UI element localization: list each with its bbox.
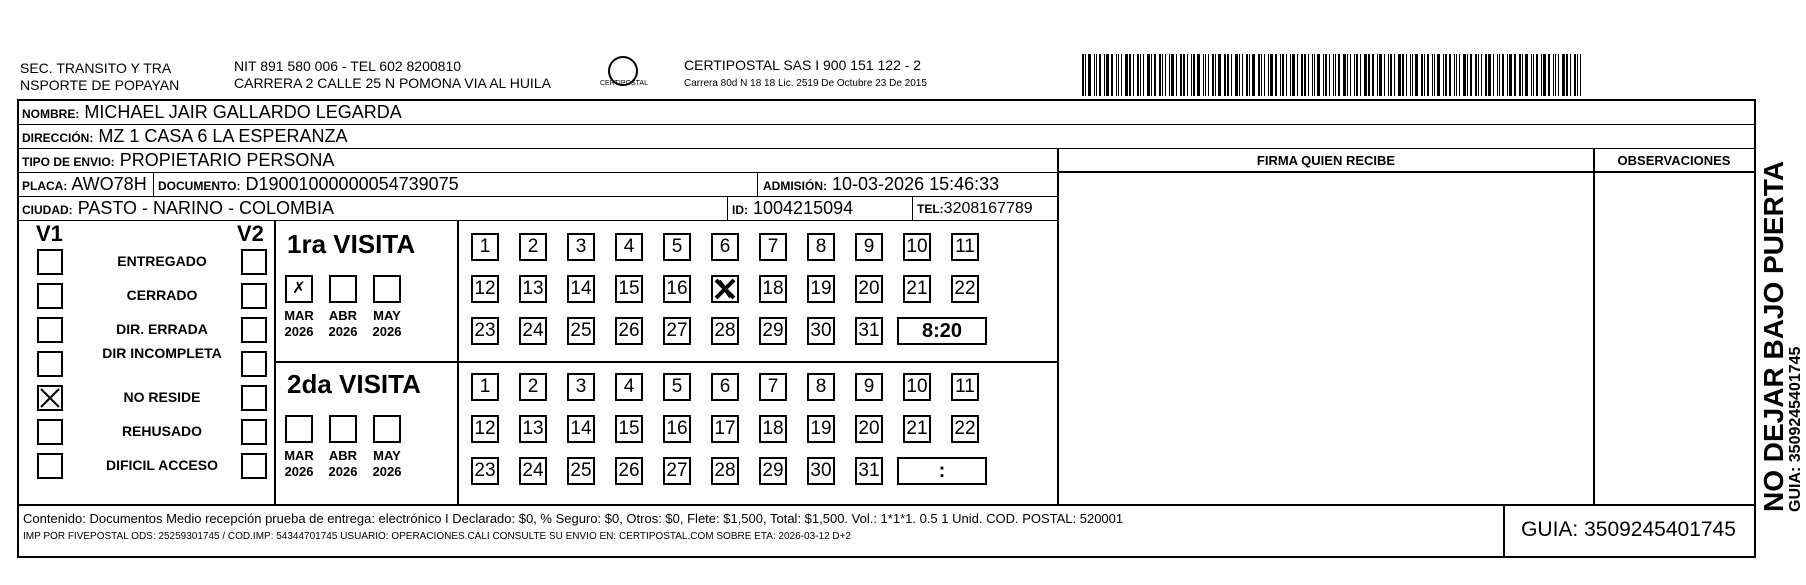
day-box[interactable]: 15 bbox=[615, 415, 643, 443]
direccion-label: DIRECCIÓN: bbox=[22, 131, 94, 145]
v2-checkbox[interactable] bbox=[241, 317, 267, 343]
barcode-bar bbox=[1088, 54, 1091, 96]
v1-checkbox[interactable] bbox=[37, 385, 63, 411]
footer-divider bbox=[19, 504, 1754, 506]
barcode-bar bbox=[1377, 54, 1378, 96]
barcode-bar bbox=[1282, 54, 1284, 96]
status-block bbox=[19, 221, 1057, 504]
v2-checkbox[interactable] bbox=[241, 351, 267, 377]
barcode-bar bbox=[1118, 54, 1119, 96]
barcode-bar bbox=[1424, 54, 1425, 96]
day-box[interactable]: 1 bbox=[471, 373, 499, 401]
barcode-bar bbox=[1499, 54, 1500, 96]
day-box[interactable]: 17 bbox=[711, 415, 739, 443]
logo-text: CERTIPOSTAL bbox=[600, 80, 648, 87]
barcode-bar bbox=[1133, 54, 1134, 96]
barcode-bar bbox=[1147, 54, 1150, 96]
visit-mid-divider bbox=[274, 361, 1057, 363]
day-box[interactable]: 21 bbox=[903, 415, 931, 443]
ciudad-value: PASTO - NARINO - COLOMBIA bbox=[77, 198, 335, 218]
barcode-bar bbox=[1522, 54, 1523, 96]
day-box[interactable]: 22 bbox=[951, 415, 979, 443]
day-box-marked[interactable] bbox=[711, 275, 739, 303]
barcode-bar bbox=[1577, 54, 1578, 96]
visit-month-checkbox[interactable] bbox=[373, 275, 401, 303]
barcode-bar bbox=[1333, 54, 1334, 96]
documento-label: DOCUMENTO: bbox=[158, 179, 241, 193]
barcode-bar bbox=[1562, 54, 1565, 96]
status-reason-label: DIR INCOMPLETA bbox=[102, 345, 222, 361]
status-reason-label: REHUSADO bbox=[121, 423, 203, 439]
tel-cell bbox=[917, 197, 1033, 221]
barcode-bar bbox=[1459, 54, 1460, 96]
day-box[interactable]: 1 bbox=[471, 233, 499, 261]
v1-checkbox[interactable] bbox=[37, 317, 63, 343]
visit-month-checkbox[interactable] bbox=[373, 415, 401, 443]
right-header-line bbox=[1057, 171, 1754, 173]
day-box[interactable]: 16 bbox=[663, 275, 691, 303]
placa-value: AWO78H bbox=[71, 174, 147, 194]
barcode-bar bbox=[1169, 54, 1170, 96]
barcode-bar bbox=[1308, 54, 1309, 96]
barcode-bar bbox=[1402, 54, 1404, 96]
barcode-bar bbox=[1415, 54, 1418, 96]
barcode-bar bbox=[1280, 54, 1281, 96]
visit-month-label: MAY 2026 bbox=[372, 448, 402, 479]
day-box[interactable]: 27 bbox=[663, 457, 691, 485]
barcode-bar bbox=[1252, 54, 1255, 96]
barcode-bar bbox=[1502, 54, 1504, 96]
barcode-bar bbox=[1176, 54, 1177, 96]
day-box[interactable]: 5 bbox=[663, 373, 691, 401]
barcode-bar bbox=[1519, 54, 1521, 96]
tipo-value: PROPIETARIO PERSONA bbox=[119, 150, 335, 170]
visit-time-box[interactable]: 8:20 bbox=[897, 317, 987, 345]
v2-checkbox[interactable] bbox=[241, 419, 267, 445]
issuer-nit-address: NIT 891 580 006 - TEL 602 8200810 CARRERA 2 CALLE 25 N POMONA VIA AL HUILA bbox=[234, 58, 551, 91]
day-box[interactable]: 4 bbox=[615, 373, 643, 401]
barcode-bar bbox=[1106, 54, 1109, 96]
barcode-bar bbox=[1203, 54, 1204, 96]
barcode-bar bbox=[1350, 54, 1351, 96]
barcode-bar bbox=[1525, 54, 1528, 96]
barcode-bar bbox=[1304, 54, 1306, 96]
barcode-bar bbox=[1445, 54, 1447, 96]
day-box[interactable]: 6 bbox=[711, 373, 739, 401]
day-box[interactable]: 8 bbox=[807, 373, 835, 401]
barcode-bar bbox=[1356, 54, 1358, 96]
barcode-bar bbox=[1218, 54, 1221, 96]
barcode-bar bbox=[1239, 54, 1240, 96]
barcode-bar bbox=[1140, 54, 1141, 96]
visit-month-label: ABR 2026 bbox=[328, 308, 358, 339]
day-box[interactable]: 14 bbox=[567, 415, 595, 443]
barcode-bar bbox=[1329, 54, 1331, 96]
v1-checkbox[interactable] bbox=[37, 249, 63, 275]
barcode-bar bbox=[1347, 54, 1348, 96]
barcode-bar bbox=[1258, 54, 1260, 96]
day-box[interactable]: 28 bbox=[711, 317, 739, 345]
barcode-bar bbox=[1449, 54, 1451, 96]
day-box[interactable]: 20 bbox=[855, 275, 883, 303]
barcode-bar bbox=[1143, 54, 1144, 96]
barcode-bar bbox=[1354, 54, 1355, 96]
barcode-bar bbox=[1456, 54, 1457, 96]
placa-label: PLACA: bbox=[22, 179, 68, 193]
barcode-bar bbox=[1497, 54, 1498, 96]
barcode-bar bbox=[1421, 54, 1423, 96]
v2-checkbox[interactable] bbox=[241, 385, 267, 411]
day-box[interactable]: 8 bbox=[807, 233, 835, 261]
visit-month-label: MAR 2026 bbox=[284, 308, 314, 339]
day-box[interactable]: 13 bbox=[519, 415, 547, 443]
day-box[interactable]: 19 bbox=[807, 275, 835, 303]
status-reason-label: DIFICIL ACCESO bbox=[105, 457, 218, 473]
no-dejar-bajo-puerta: NO DEJAR BAJO PUERTA bbox=[1758, 160, 1789, 512]
barcode-bar bbox=[1162, 54, 1163, 96]
barcode-bar bbox=[1412, 54, 1413, 96]
day-box[interactable]: 29 bbox=[759, 457, 787, 485]
barcode-bar bbox=[1264, 54, 1265, 96]
id-value: 1004215094 bbox=[753, 198, 854, 218]
day-mark-icon bbox=[713, 277, 737, 301]
barcode-bar bbox=[1372, 54, 1374, 96]
v1-checkbox[interactable] bbox=[37, 351, 63, 377]
barcode-bar bbox=[1335, 54, 1336, 96]
day-box[interactable]: 25 bbox=[567, 317, 595, 345]
day-box[interactable]: 12 bbox=[471, 415, 499, 443]
day-box[interactable]: 6 bbox=[711, 233, 739, 261]
v2-checkbox[interactable] bbox=[241, 283, 267, 309]
barcode-bar bbox=[1246, 54, 1248, 96]
barcode-bar bbox=[1437, 54, 1440, 96]
barcode-bar bbox=[1338, 54, 1340, 96]
day-box[interactable]: 10 bbox=[903, 233, 931, 261]
placa-cell bbox=[19, 173, 154, 196]
status-reason-label: NO RESIDE bbox=[123, 389, 201, 405]
barcode-bar bbox=[1312, 54, 1313, 96]
barcode-bar bbox=[1111, 54, 1113, 96]
barcode-bar bbox=[1364, 54, 1367, 96]
visit-time-box[interactable]: : bbox=[897, 457, 987, 485]
barcode-bar bbox=[1463, 54, 1466, 96]
company-address: Carrera 80d N 18 18 Lic. 2519 De Octubre 23 De 2015 bbox=[684, 78, 927, 89]
nombre-label: NOMBRE: bbox=[22, 107, 80, 121]
admision-value: 10-03-2026 15:46:33 bbox=[832, 174, 1000, 194]
visit-month-label: ABR 2026 bbox=[328, 448, 358, 479]
day-box[interactable]: 31 bbox=[855, 317, 883, 345]
barcode-bar bbox=[1368, 54, 1370, 96]
direccion-row bbox=[19, 125, 1754, 149]
barcode-bar bbox=[1099, 54, 1101, 96]
check-x-icon bbox=[39, 387, 61, 409]
nombre-row bbox=[19, 101, 1754, 125]
barcode-bar bbox=[1443, 54, 1444, 96]
barcode-bar bbox=[1379, 54, 1382, 96]
day-box[interactable]: 13 bbox=[519, 275, 547, 303]
barcode-bar bbox=[1159, 54, 1161, 96]
barcode-bar bbox=[1154, 54, 1156, 96]
admision-label: ADMISIÓN: bbox=[763, 179, 827, 193]
status-reason-label: ENTREGADO bbox=[117, 253, 207, 269]
documento-value: D19001000000054739075 bbox=[245, 174, 459, 194]
visit-title: 1ra VISITA bbox=[287, 229, 416, 259]
barcode-bar bbox=[1543, 54, 1546, 96]
waybill-form bbox=[17, 99, 1756, 558]
barcode-bar bbox=[1212, 54, 1214, 96]
day-box[interactable]: 29 bbox=[759, 317, 787, 345]
barcode-bar bbox=[1165, 54, 1166, 96]
barcode-bar bbox=[1384, 54, 1385, 96]
barcode-bar bbox=[1536, 54, 1538, 96]
barcode-bar bbox=[1268, 54, 1269, 96]
id-label: ID: bbox=[732, 203, 748, 217]
barcode-bar bbox=[1553, 54, 1554, 96]
barcode-bar bbox=[1481, 54, 1482, 96]
barcode-bar bbox=[1570, 54, 1571, 96]
visit-title: 2da VISITA bbox=[287, 369, 421, 399]
observaciones-header: OBSERVACIONES bbox=[1617, 153, 1731, 168]
tipo-label: TIPO DE ENVIO: bbox=[22, 155, 115, 169]
firma-header: FIRMA QUIEN RECIBE bbox=[1256, 153, 1396, 168]
day-box[interactable]: 23 bbox=[471, 457, 499, 485]
day-box[interactable]: 3 bbox=[567, 233, 595, 261]
barcode-bar bbox=[1224, 54, 1226, 96]
day-box[interactable]: 14 bbox=[567, 275, 595, 303]
id-cell bbox=[728, 197, 913, 220]
barcode-bar bbox=[1094, 54, 1095, 96]
barcode-bar bbox=[1325, 54, 1327, 96]
footer-imp: IMP POR FIVEPOSTAL ODS: 25259301745 / COD.IMP: 54344701745 USUARIO: OPERACIONES.CALI CONSULTE SU ENVIO EN: CERTIPOSTAL.COM SOBRE ETA: 2026-03-12 D+2 bbox=[23, 531, 851, 542]
barcode-bar bbox=[1208, 54, 1209, 96]
ciudad-label: CIUDAD: bbox=[22, 203, 73, 217]
barcode-bar bbox=[1360, 54, 1361, 96]
barcode-bar bbox=[1410, 54, 1411, 96]
barcode-bar bbox=[1085, 54, 1086, 96]
barcode-bar bbox=[1231, 54, 1232, 96]
barcode-bar bbox=[1227, 54, 1229, 96]
barcode-bar bbox=[1398, 54, 1401, 96]
barcode-bar bbox=[1454, 54, 1455, 96]
barcode-bar bbox=[1082, 54, 1084, 96]
day-box[interactable]: 15 bbox=[615, 275, 643, 303]
barcode-bar bbox=[1301, 54, 1303, 96]
barcode-bar bbox=[1121, 54, 1122, 96]
day-box[interactable]: 18 bbox=[759, 275, 787, 303]
barcode-bar bbox=[1514, 54, 1516, 96]
barcode-bar bbox=[1541, 54, 1542, 96]
barcode-bar bbox=[1531, 54, 1532, 96]
day-box[interactable]: 26 bbox=[615, 457, 643, 485]
day-box[interactable]: 11 bbox=[951, 373, 979, 401]
signature-divider bbox=[1057, 149, 1059, 504]
day-box[interactable]: 28 bbox=[711, 457, 739, 485]
direccion-value: MZ 1 CASA 6 LA ESPERANZA bbox=[98, 126, 348, 146]
barcode-bar bbox=[1187, 54, 1188, 96]
barcode-bar bbox=[1297, 54, 1298, 96]
company-name: CERTIPOSTAL SAS I 900 151 122 - 2 bbox=[684, 57, 922, 73]
day-box[interactable]: 3 bbox=[567, 373, 595, 401]
v2-checkbox[interactable] bbox=[241, 249, 267, 275]
status-reason-label: DIR. ERRADA bbox=[116, 321, 208, 337]
barcode-bar bbox=[1434, 54, 1435, 96]
barcode-bar bbox=[1470, 54, 1472, 96]
day-box[interactable]: 11 bbox=[951, 233, 979, 261]
barcode-bar bbox=[1116, 54, 1117, 96]
barcode-bar bbox=[1242, 54, 1243, 96]
documento-cell bbox=[154, 173, 758, 196]
guia-number: GUIA: 3509245401745 bbox=[1521, 518, 1736, 541]
barcode-bar bbox=[1137, 54, 1139, 96]
barcode-bar bbox=[1292, 54, 1295, 96]
barcode-bar bbox=[1151, 54, 1152, 96]
barcode-bar bbox=[1574, 54, 1576, 96]
day-box[interactable]: 22 bbox=[951, 275, 979, 303]
visit-month-label: MAR 2026 bbox=[284, 448, 314, 479]
day-box[interactable]: 9 bbox=[855, 233, 883, 261]
footer-contenido: Contenido: Documentos Medio recepción prueba de entrega: electrónico I Declarado: $0, % Seguro: $0, Otros: $0, Flete: $1,500, Total: $1,500. Vol.: 1*1*1. 0.5 1 Unid. COD. POSTAL: 520001 bbox=[23, 511, 1124, 526]
day-box[interactable]: 23 bbox=[471, 317, 499, 345]
day-box[interactable]: 16 bbox=[663, 415, 691, 443]
day-box[interactable]: 7 bbox=[759, 233, 787, 261]
barcode-bar bbox=[1171, 54, 1174, 96]
barcode-bar bbox=[1475, 54, 1477, 96]
tel-value: 3208167789 bbox=[943, 200, 1033, 217]
barcode-bar bbox=[1432, 54, 1433, 96]
barcode-bar bbox=[1270, 54, 1273, 96]
day-box[interactable]: 30 bbox=[807, 317, 835, 345]
barcode-bar bbox=[1193, 54, 1195, 96]
day-box[interactable]: 5 bbox=[663, 233, 691, 261]
barcode-bar bbox=[1183, 54, 1185, 96]
day-box[interactable]: 10 bbox=[903, 373, 931, 401]
ciudad-cell bbox=[19, 197, 728, 220]
day-box[interactable]: 20 bbox=[855, 415, 883, 443]
barcode-bar bbox=[1215, 54, 1216, 96]
visit-month-checkbox[interactable]: ✗ bbox=[285, 275, 313, 303]
barcode-bar bbox=[1427, 54, 1429, 96]
day-box[interactable]: 18 bbox=[759, 415, 787, 443]
day-box[interactable]: 2 bbox=[519, 373, 547, 401]
v1-checkbox[interactable] bbox=[37, 419, 63, 445]
day-box[interactable]: 19 bbox=[807, 415, 835, 443]
day-box[interactable]: 25 bbox=[567, 457, 595, 485]
visit-month-checkbox[interactable] bbox=[285, 415, 313, 443]
barcode-bar bbox=[1533, 54, 1534, 96]
day-box[interactable]: 21 bbox=[903, 275, 931, 303]
barcode-bar bbox=[1104, 54, 1105, 96]
barcode-bar bbox=[1323, 54, 1324, 96]
barcode-bar bbox=[1388, 54, 1389, 96]
barcode-bar bbox=[1555, 54, 1556, 96]
observations-divider bbox=[1593, 149, 1595, 504]
status-reason-label: CERRADO bbox=[126, 287, 198, 303]
tel-label: TEL: bbox=[917, 202, 944, 216]
issuer-name: SEC. TRANSITO Y TRA NSPORTE DE POPAYAN bbox=[20, 60, 180, 93]
nombre-value: MICHAEL JAIR GALLARDO LEGARDA bbox=[84, 102, 402, 122]
barcode-bar bbox=[1261, 54, 1262, 96]
barcode-bar bbox=[1580, 54, 1581, 96]
barcode-bar bbox=[1493, 54, 1494, 96]
day-box[interactable]: 26 bbox=[615, 317, 643, 345]
side-guia: GUIA: 3509245401745 bbox=[1787, 346, 1804, 512]
barcode-bar bbox=[1390, 54, 1392, 96]
day-box[interactable]: 24 bbox=[519, 457, 547, 485]
v1-checkbox[interactable] bbox=[37, 283, 63, 309]
v1-checkbox[interactable] bbox=[37, 453, 63, 479]
day-box[interactable]: 24 bbox=[519, 317, 547, 345]
v2-checkbox[interactable] bbox=[241, 453, 267, 479]
barcode-bar bbox=[1566, 54, 1568, 96]
day-box[interactable]: 9 bbox=[855, 373, 883, 401]
barcode-bar bbox=[1180, 54, 1182, 96]
barcode-bar bbox=[1249, 54, 1250, 96]
placa-row bbox=[19, 173, 1057, 197]
day-box[interactable]: 4 bbox=[615, 233, 643, 261]
barcode-bar bbox=[1205, 54, 1206, 96]
admision-cell bbox=[763, 173, 999, 198]
barcode-bar bbox=[1558, 54, 1559, 96]
barcode-bar bbox=[1507, 54, 1508, 96]
barcode-bar bbox=[1509, 54, 1512, 96]
barcode bbox=[1082, 54, 1584, 96]
barcode-bar bbox=[1290, 54, 1291, 96]
barcode-bar bbox=[1317, 54, 1320, 96]
barcode-bar bbox=[1548, 54, 1550, 96]
barcode-bar bbox=[1343, 54, 1346, 96]
barcode-bar bbox=[1314, 54, 1315, 96]
tipo-row bbox=[19, 149, 1057, 173]
visit-month-label: MAY 2026 bbox=[372, 308, 402, 339]
barcode-bar bbox=[1286, 54, 1287, 96]
barcode-bar bbox=[1485, 54, 1487, 96]
barcode-bar bbox=[1394, 54, 1395, 96]
barcode-bar bbox=[1275, 54, 1277, 96]
day-box[interactable]: 31 bbox=[855, 457, 883, 485]
barcode-bar bbox=[1096, 54, 1097, 96]
barcode-bar bbox=[1197, 54, 1200, 96]
barcode-bar bbox=[1467, 54, 1468, 96]
barcode-bar bbox=[1191, 54, 1192, 96]
day-box[interactable]: 30 bbox=[807, 457, 835, 485]
barcode-bar bbox=[1478, 54, 1479, 96]
day-box[interactable]: 7 bbox=[759, 373, 787, 401]
barcode-bar bbox=[1125, 54, 1128, 96]
barcode-bar bbox=[1406, 54, 1407, 96]
v1-header: V1 bbox=[36, 221, 63, 246]
v2-header: V2 bbox=[237, 221, 264, 246]
ciudad-row bbox=[19, 197, 1057, 221]
barcode-bar bbox=[1488, 54, 1491, 96]
day-box[interactable]: 12 bbox=[471, 275, 499, 303]
visit-month-checkbox[interactable] bbox=[329, 275, 357, 303]
visit-month-checkbox[interactable] bbox=[329, 415, 357, 443]
day-box[interactable]: 2 bbox=[519, 233, 547, 261]
barcode-bar bbox=[1129, 54, 1131, 96]
day-box[interactable]: 27 bbox=[663, 317, 691, 345]
barcode-bar bbox=[1235, 54, 1238, 96]
